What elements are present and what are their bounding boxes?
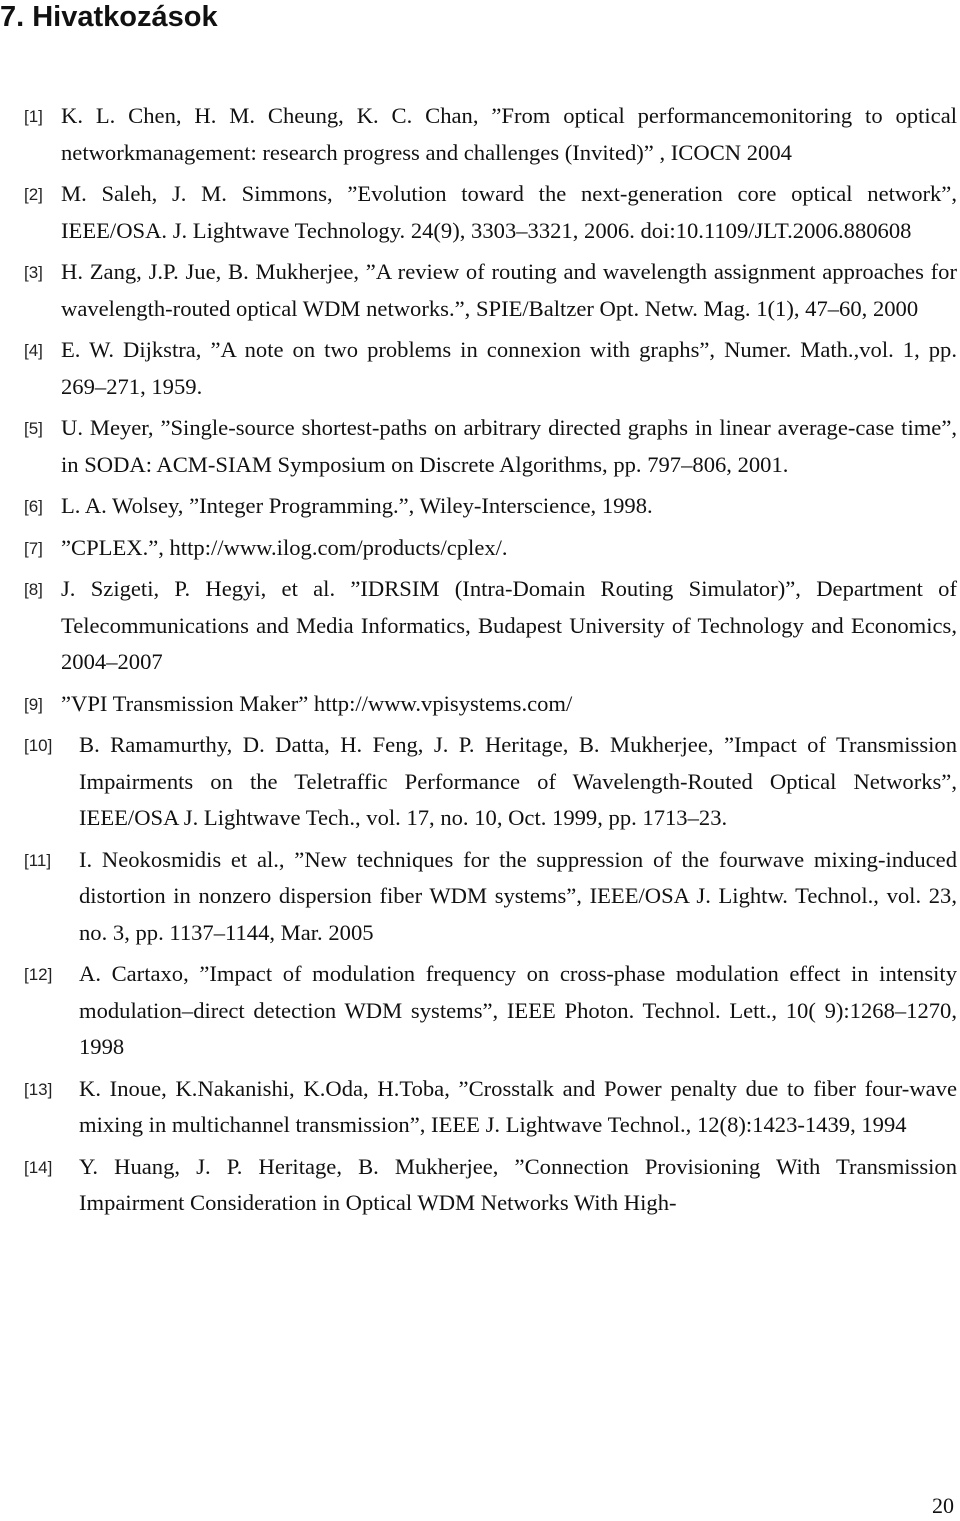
reference-number: [2]: [24, 185, 43, 204]
reference-number: [12]: [24, 965, 53, 984]
reference-text: K. L. Chen, H. M. Cheung, K. C. Chan, ”From optical performancemonitoring to optical networkmanagement: research progress and challenges (Invited)” , ICOCN 2004: [61, 103, 957, 165]
reference-text: ”CPLEX.”, http://www.ilog.com/products/cplex/.: [61, 534, 508, 560]
reference-text: ”VPI Transmission Maker” http://www.vpisystems.com/: [61, 690, 573, 716]
reference-item: [24, 842, 957, 952]
reference-number: [11]: [24, 850, 52, 870]
reference-item: [24, 176, 957, 249]
reference-item: [24, 254, 957, 327]
reference-item: [24, 956, 957, 1066]
reference-number: [10]: [24, 736, 53, 755]
reference-text: A. Cartaxo, ”Impact of modulation frequency on cross-phase modulation effect in intensity modulation–direct detection WDM systems”, IEEE Photon. Technol. Lett., 10( 9):1268–1270, 1998: [79, 961, 957, 1059]
reference-list: [24, 98, 957, 1227]
page-number: 20: [932, 1493, 954, 1518]
reference-text: J. Szigeti, P. Hegyi, et al. ”IDRSIM (Intra-Domain Routing Simulator)”, Department of Telecommunications and Media Informatics, Budapest University of Technology and Economics, 2004–2007: [61, 576, 957, 674]
reference-text: B. Ramamurthy, D. Datta, H. Feng, J. P. Heritage, B. Mukherjee, ”Impact of Transmission Impairments on the Teletraffic Performance of Wavelength-Routed Optical Networks”, IEEE/OSA J. Lightwave Tech., vol. 17, no. 10, Oct. 1999, pp. 1713–23.: [79, 732, 957, 830]
reference-number: [9]: [24, 694, 43, 714]
reference-item: [24, 571, 957, 681]
reference-number: [14]: [24, 1157, 53, 1177]
reference-item: [24, 1149, 957, 1222]
reference-text: I. Neokosmidis et al., ”New techniques for the suppression of the fourwave mixing-induced distortion in nonzero dispersion fiber WDM systems”, IEEE/OSA J. Lightw. Technol., vol. 23, no. 3, pp. 1137–1144, Mar. 2005: [79, 846, 957, 945]
reference-text: U. Meyer, ”Single-source shortest-paths on arbitrary directed graphs in linear average-case time”, in SODA: ACM-SIAM Symposium on Discrete Algorithms, pp. 797–806, 2001.: [61, 415, 957, 477]
reference-number: [7]: [24, 538, 43, 558]
section-title: 7. Hivatkozások: [0, 1, 218, 33]
reference-text: H. Zang, J.P. Jue, B. Mukherjee, ”A review of routing and wavelength assignment approaches for wavelength-routed optical WDM networks.”, SPIE/Baltzer Opt. Netw. Mag. 1(1), 47–60, 2000: [61, 259, 957, 321]
reference-number: [6]: [24, 497, 43, 516]
reference-item: [24, 1071, 957, 1144]
reference-text: M. Saleh, J. M. Simmons, ”Evolution toward the next-generation core optical network”, IEEE/OSA. J. Lightwave Technology. 24(9), 3303–3321, 2006. doi:10.1109/JLT.2006.880608: [61, 181, 957, 243]
reference-text: L. A. Wolsey, ”Integer Programming.”, Wiley-Interscience, 1998.: [61, 493, 653, 518]
reference-number: [8]: [24, 580, 43, 599]
reference-item: [24, 727, 957, 837]
reference-number: [13]: [24, 1079, 53, 1099]
reference-item: [24, 488, 957, 525]
reference-number: [1]: [24, 107, 43, 126]
reference-text: K. Inoue, K.Nakanishi, K.Oda, H.Toba, ”Crosstalk and Power penalty due to fiber four-wave mixing in multichannel transmission”, IEEE J. Lightwave Technol., 12(8):1423-1439, 1994: [79, 1075, 957, 1137]
reference-item: [24, 332, 957, 405]
reference-item: [24, 410, 957, 483]
reference-number: [5]: [24, 419, 43, 438]
reference-item: [24, 530, 957, 567]
reference-item: [24, 98, 957, 171]
reference-item: [24, 686, 957, 723]
reference-text: E. W. Dijkstra, ”A note on two problems in connexion with graphs”, Numer. Math.,vol. 1, pp. 269–271, 1959.: [61, 337, 957, 399]
reference-number: [3]: [24, 263, 43, 282]
reference-number: [4]: [24, 341, 43, 360]
reference-text: Y. Huang, J. P. Heritage, B. Mukherjee, ”Connection Provisioning With Transmission Impairment Consideration in Optical WDM Networks With High-: [79, 1153, 957, 1215]
